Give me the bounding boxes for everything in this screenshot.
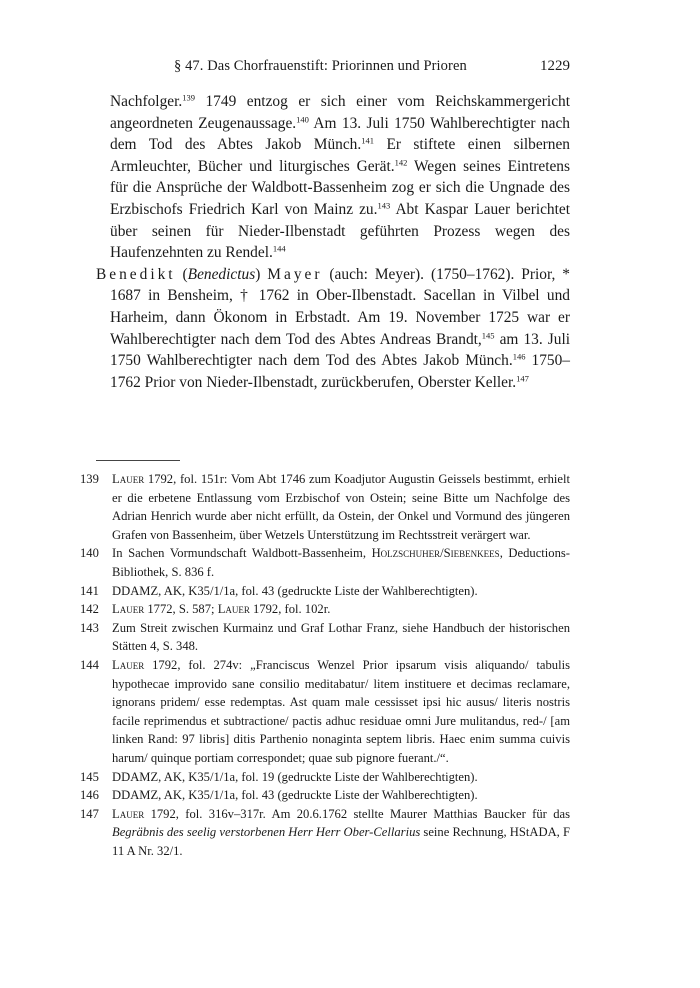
text-run: DDAMZ, AK, K35/1/1a, fol. 43 (gedruckte Liste der Wahlberechtigten). — [112, 788, 478, 803]
text-run: ) — [255, 265, 268, 283]
footnote-number: 139 — [80, 472, 99, 486]
footnote-ref: 140 — [296, 114, 309, 125]
author-smallcaps: Lauer — [112, 602, 145, 617]
footnote-ref: 144 — [272, 243, 286, 254]
text-run: DDAMZ, AK, K35/1/1a, fol. 19 (gedruckte Liste der Wahlberechtigten). — [112, 769, 478, 784]
footnote — [80, 768, 570, 787]
footnote — [80, 544, 570, 581]
spaced-name: Benedikt — [96, 265, 176, 283]
footnote — [80, 470, 570, 544]
running-header — [100, 58, 570, 84]
footnote-number: 145 — [80, 769, 99, 784]
text-run: Abt Kaspar Lauer berichtet über seinen für Nieder-Ilbenstadt geführten Prozess wegen des Haufenzehnten zu Rendel. — [110, 200, 571, 262]
text-run: Nachfolger. — [110, 93, 183, 110]
footnote-ref: 139 — [182, 92, 195, 103]
spaced-name: Mayer — [267, 265, 323, 283]
text-run: , Deductions-Bibliothek, S. 836 f. — [112, 546, 570, 579]
text-run: (auch: Meyer). (1750–1762). Prior, * 1687 in Bensheim, † 1762 in Ober-Ilbenstadt. Sacellan in Vilbel und Harheim, dann Ökonom in Erbstadt. Am 19. November 1725 war er Wahlberechtigter nach dem Tod des Abtes Andreas Brandt, — [110, 265, 570, 348]
italic-text: Begräbnis des seelig verstorbenen Herr Herr Ober-Cellarius — [112, 825, 421, 840]
footnote-number: 140 — [80, 546, 99, 561]
text-run: 1772, S. 587; — [144, 602, 218, 617]
footnote — [80, 582, 570, 601]
footnote-number: 147 — [80, 806, 99, 821]
text-run: Zum Streit zwischen Kurmainz und Graf Lothar Franz, siehe Handbuch der historischen Stätten 4, S. 348. — [112, 620, 570, 654]
paragraph-continuation — [96, 91, 570, 264]
footnote — [80, 600, 570, 619]
footnotes — [80, 470, 570, 860]
text-run: Er stiftete einen silbernen Armleuchter, Bücher und liturgisches Gerät. — [110, 136, 570, 175]
text-run: 1749 entzog er sich einer vom Reichskammergericht angeordneten Zeugenaussage. — [110, 93, 570, 132]
footnote-ref: 141 — [361, 135, 374, 146]
main-text — [96, 91, 570, 393]
footnote-ref: 145 — [481, 330, 495, 341]
text-run: 1792, fol. 274v: „Franciscus Wenzel Prior ipsarum visis aliquando/ tabulis hypothecae improvido sane consilio meditabatur/ litem instituere et decimas reclamare, ignorans pridem/ esse redemptas. Ast quam male cessisset ipsi hic ausus/ literis nostris facile reprimendus et subtractione/ pactis adhuc residuae omni Jure mulitandus, red-/ [am linken Rand: 97 libris] ditis Parthenio nonaginta septem libris. Haec enim summa cuivis harum/ quinque portiam correspondet; quae sub pignore fuerant./“. — [112, 657, 570, 765]
footnote-number: 144 — [80, 657, 99, 672]
text-run: seine Rechnung, HStADA, F 11 A Nr. 32/1. — [112, 825, 570, 858]
footnote-ref: 147 — [516, 373, 529, 384]
footnote-number: 146 — [80, 788, 99, 803]
footnote-number: 143 — [80, 620, 99, 635]
footnote-rule — [96, 460, 180, 461]
footnote-ref: 143 — [377, 200, 391, 211]
text-run: In Sachen Vormundschaft Waldbott-Bassenheim, — [112, 546, 372, 561]
text-run: ( — [175, 265, 188, 283]
footnote — [80, 805, 570, 861]
text-run: 1792, fol. 102r. — [249, 602, 331, 617]
footnote-number: 142 — [80, 602, 99, 617]
text-run: 1792, fol. 151r: Vom Abt 1746 zum Koadjutor Augustin Geissels bestimmt, erhielt er die erbetene Entlassung vom Erzbischof von Ostein; seine Bitte um Nachfolge des Adrian Henrich wurde aber nicht erfüllt, da Ostein, der Onkel und Vormund des jüngeren Grafen von Bassenheim, über Wetzels Unterstützung im Rechtsstreit verärgert war. — [112, 472, 570, 542]
footnote — [80, 656, 570, 768]
author-smallcaps: Lauer — [217, 602, 250, 617]
footnote — [80, 786, 570, 805]
text-run: am 13. Juli 1750 Wahlberechtigter nach dem Tod des Abtes Jakob Münch. — [110, 330, 571, 370]
text-run: Wegen seines Eintretens für die Ansprüche der Waldbott-Bassenheim zog er sich die Ungnade des Erzbischofs Friedrich Karl von Mainz zu. — [110, 157, 570, 218]
footnote-ref: 142 — [394, 157, 408, 168]
italic-text: Benedictus — [187, 265, 256, 283]
author-smallcaps: Lauer — [112, 657, 145, 672]
text-run: Am 13. Juli 1750 Wahlberechtigter nach dem Tod des Abtes Jakob Münch. — [110, 114, 570, 154]
entry-benedikt-mayer — [96, 264, 570, 394]
page-number: 1229 — [540, 58, 570, 74]
footnote-number: 141 — [80, 583, 99, 598]
footnote-ref: 146 — [512, 351, 526, 362]
text-run: 1750–1762 Prior von Nieder-Ilbenstadt, zurückberufen, Oberster Keller. — [110, 352, 570, 391]
footnote — [80, 619, 570, 656]
author-smallcaps: Lauer — [112, 472, 145, 486]
author-smallcaps: Holzschuher/Siebenkees — [371, 546, 500, 561]
text-run: 1792, fol. 316v–317r. Am 20.6.1762 stellte Maurer Matthias Baucker für das — [144, 806, 570, 821]
author-smallcaps: Lauer — [112, 806, 145, 821]
running-title: § 47. Das Chorfrauenstift: Priorinnen und Prioren — [174, 58, 467, 74]
text-run: DDAMZ, AK, K35/1/1a, fol. 43 (gedruckte Liste der Wahlberechtigten). — [112, 583, 478, 598]
